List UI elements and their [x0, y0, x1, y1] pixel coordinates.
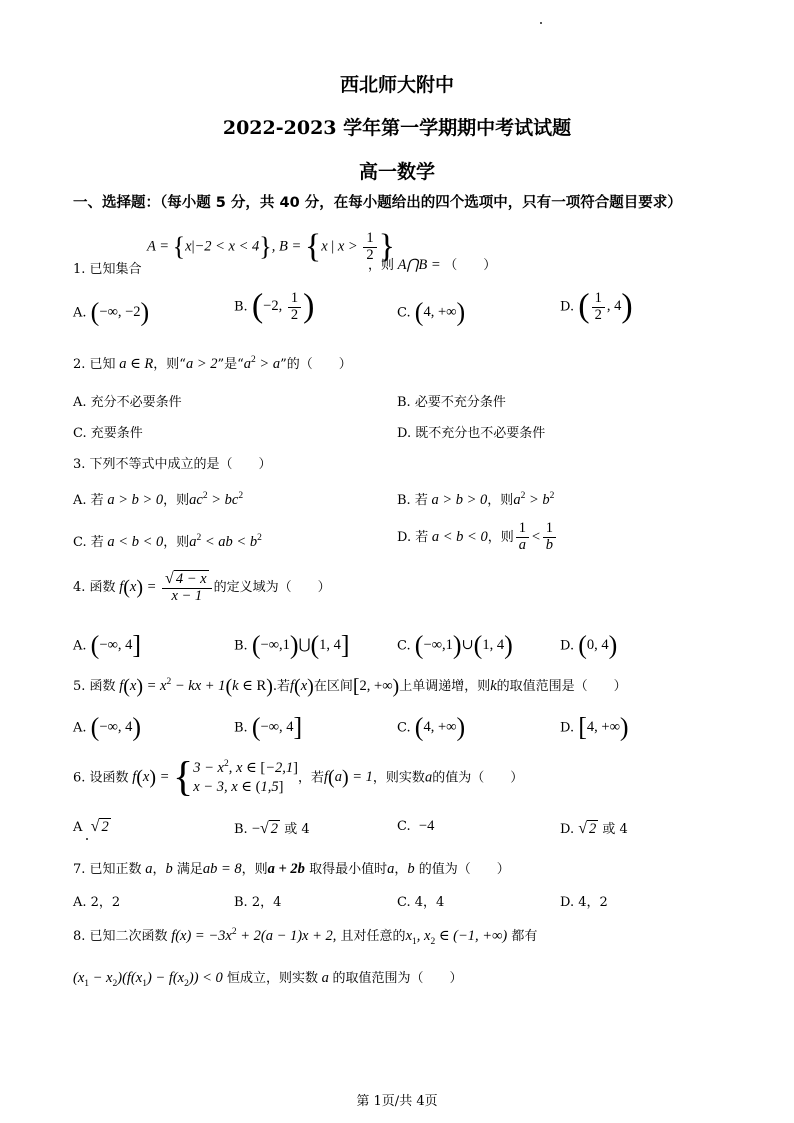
q6-option-b: B. −√ 2 或 4 — [234, 820, 310, 837]
school-title: 西北师大附中 — [339, 74, 454, 96]
q5-stem-end: 的取值范围是（ ） — [496, 679, 627, 694]
q5-option-c: C. (4, +∞) — [397, 713, 466, 742]
q4-option-d: D. (0, 4) — [560, 631, 618, 660]
q6-option-a: A √ 2 — [73, 818, 109, 835]
q2-option-d-label: D. — [397, 426, 412, 441]
q7-option-c: C. 4，4 — [397, 895, 445, 910]
q1-option-c-label: C. — [397, 305, 411, 321]
q3-option-c-label: C. — [73, 535, 87, 550]
q8-line2-mid: 恒成立，则实数 — [226, 971, 318, 986]
q2-option-d — [397, 422, 545, 441]
q1-stem-text: 已知集合 — [89, 262, 142, 277]
q6-option-c-label: C. — [397, 819, 411, 834]
q5-number: 5. — [73, 679, 86, 694]
q1-option-a: A. (−∞, −2) — [73, 298, 150, 327]
q2-option-b — [397, 391, 506, 410]
q7-option-a: A. 2，2 — [73, 895, 121, 910]
q4-stem-end: 的定义域为（ ） — [213, 579, 331, 595]
q7-stem: 7. 已知正数 a，b 满足ab = 8，则a + 2b 取得最小值时a，b 的值为（ ） — [73, 861, 510, 877]
q3-stem-text: 下列不等式中成立的是（ ） — [89, 457, 272, 472]
q8-number: 8. — [73, 929, 86, 944]
q3-option-c: C. 若 a < b < 0，则$a^2$ < ab < $b^2$ — [73, 533, 262, 550]
q8-stem-end: 都有 — [511, 929, 538, 944]
q1-blank: （ ） — [444, 258, 497, 273]
scan-dot-2 — [86, 838, 88, 840]
q3-option-b-label: B. — [397, 493, 411, 508]
q4-stem: 4. 函数 f(x) = $\frac{√ 4 - x}{x - 1}$ 的定义域为（ ） — [73, 570, 331, 604]
q1-option-a-label: A. — [73, 305, 87, 321]
q1-tail-text: ，则 — [368, 258, 395, 273]
q4-stem-pre: 函数 — [89, 579, 116, 595]
q3-option-b-then: ，则 — [487, 493, 514, 508]
q6-option-d: D. √ 2 或 4 — [560, 820, 628, 837]
q1-number: 1. — [73, 262, 86, 277]
q2-stem-mid2: ”是“ — [217, 357, 244, 372]
q7-stem-mid4: 取得最小值时 — [309, 862, 388, 877]
q7-option-d: D. 4，2 — [560, 895, 608, 910]
q4-option-c: C. (−∞,1)∪(1, 4) — [397, 631, 513, 660]
q6-stem-pre: 设函数 — [89, 770, 129, 786]
q6-stem-end: 的值为（ ） — [432, 770, 524, 786]
scan-dot — [540, 22, 542, 24]
q7-number: 7. — [73, 862, 86, 877]
q2-number: 2. — [73, 357, 86, 372]
q5-stem-mid3: 上单调递增，则 — [399, 679, 491, 694]
q8-stem-pre: 已知二次函数 — [89, 929, 168, 944]
page-number: 第 1页/共 4页 — [356, 1094, 438, 1109]
q7-stem-mid2: 满足 — [176, 862, 203, 877]
q2-option-b-text: 必要不充分条件 — [414, 395, 506, 410]
q2-stem-end: ”的（ ） — [280, 357, 352, 372]
q1-option-d: D. ( $\frac{1}{2}$ , 4) — [560, 288, 633, 325]
q4-option-c-label: C. — [397, 638, 411, 654]
q8-stem-mid: 且对任意的 — [340, 929, 406, 944]
q3-option-a-label: A. — [73, 493, 87, 508]
q4-option-d-label: D. — [560, 638, 575, 654]
q2-option-c-text: 充要条件 — [90, 426, 143, 441]
q6-option-b-or: 或 4 — [284, 822, 310, 837]
q6-option-d-or: 或 4 — [602, 822, 628, 837]
section-heading: 一、选择题：（每小题 5 分，共 40 分，在每小题给出的四个选项中，只有一项符合题目要求） — [73, 195, 682, 211]
q4-option-a: A. (−∞, 4] — [73, 631, 142, 660]
q3-number: 3. — [73, 457, 86, 472]
q2-option-a-label: A. — [73, 395, 87, 410]
subject-title: 高一数学 — [358, 161, 435, 183]
q6-option-b-label: B. — [234, 822, 248, 837]
q3-option-d-then: ，则 — [487, 529, 514, 545]
q3-option-a-if: 若 — [90, 493, 104, 508]
q5-stem-mid2: 在区间 — [313, 679, 353, 694]
q2-stem-pre: 已知 — [89, 357, 116, 372]
q4-option-a-label: A. — [73, 638, 87, 654]
q5-option-b: B. (−∞, 4] — [234, 713, 303, 742]
q1-option-d-label: D. — [560, 299, 575, 315]
q3-option-c-then: ，则 — [163, 535, 190, 550]
q6-option-d-label: D. — [560, 822, 575, 837]
q4-option-b: B. (−∞,1)⋃(1, 4] — [234, 631, 350, 660]
q5-option-a-label: A. — [73, 720, 87, 736]
q2-option-d-text: 既不充分也不必要条件 — [415, 426, 546, 441]
q3-option-d-if: 若 — [415, 529, 429, 545]
q7-option-b: B. 2，4 — [234, 895, 282, 910]
q3-option-a-then: ，则 — [163, 493, 190, 508]
q7-stem-mid3: ，则 — [241, 862, 268, 877]
q8-stem: 8. 已知二次函数 $f(x) = -3x^2 + 2(a - 1)x + 2$, 且对任意的$x_1$, $x_2$ ∈ (−1, +∞) 都有 — [73, 927, 538, 947]
q6-option-c: C. −4 — [397, 818, 435, 834]
q4-option-b-label: B. — [234, 638, 248, 654]
q3-option-b-if: 若 — [414, 493, 428, 508]
q4-number: 4. — [73, 579, 86, 595]
q2-option-a-text: 充分不必要条件 — [90, 395, 182, 410]
q2-stem: 2. 已知 a ∈ R，则“a > 2”是“$a^2 > a$”的（ ） — [73, 355, 352, 372]
q7-stem-mid: ， — [152, 862, 166, 877]
q6-number: 6. — [73, 770, 86, 786]
q1-option-c: C. (4, +∞) — [397, 298, 466, 327]
q6-stem-mid: ，若 — [297, 770, 324, 786]
q1-option-b-label: B. — [234, 299, 248, 315]
q5-option-b-label: B. — [234, 720, 248, 736]
q2-option-c-label: C. — [73, 426, 87, 441]
q5-option-c-label: C. — [397, 720, 411, 736]
q1-set-formula: A = {x|−2 < x < 4}, B = {x | x > $\frac{1}{2}$ } — [147, 228, 395, 265]
q5-stem-mid: .若 — [272, 679, 291, 694]
q5-stem-pre: 函数 — [89, 679, 116, 694]
q5-option-d-label: D. — [560, 720, 575, 736]
q5-option-d: D. [4, +∞) — [560, 713, 629, 742]
q1-stem-tail: ，则 A⋂B = （ ） — [368, 257, 497, 273]
q7-stem-end: 的值为（ ） — [418, 862, 510, 877]
q2-option-c — [73, 422, 143, 441]
q3-stem — [73, 453, 272, 472]
q3-option-b: B. 若 a > b > 0，则$a^2 > b^2$ — [397, 491, 555, 508]
q3-option-c-if: 若 — [90, 535, 104, 550]
q7-stem-mid5: ， — [394, 862, 408, 877]
q3-option-d-label: D. — [397, 529, 412, 545]
q5-option-a: A. (−∞, 4) — [73, 713, 142, 742]
q1-stem — [73, 258, 142, 277]
q8-condition-line: $(x_1 - x_2)(f(x_1) - f(x_2)) < 0$ 恒成立，则实数 a 的取值范围为（ ） — [73, 970, 463, 989]
q2-option-a — [73, 391, 182, 410]
q8-line2-end: 的取值范围为（ ） — [332, 971, 463, 986]
q6-stem: 6. 设函数 f(x) = { $3 - x^2$, x ∈ [−2,1] x − 3, x ∈ (1,5] ，若f(a) = 1，则实数a的值为（ ） — [73, 755, 524, 801]
q6-stem-mid2: ，则实数 — [372, 770, 425, 786]
q7-stem-pre: 已知正数 — [89, 862, 142, 877]
q2-stem-mid: ，则“ — [153, 357, 186, 372]
q5-stem: 5. 函数 $f(x) = x^2$ − kx + 1(k ∈ R).若f(x)在区间[2, +∞)上单调递增，则k的取值范围是（ ） — [73, 675, 627, 698]
q2-option-b-label: B. — [397, 395, 411, 410]
q3-option-a: A. 若 a > b > 0，则$ac^2 > bc^2$ — [73, 491, 244, 508]
exam-title: 2022-2023 学年第一学期期中考试试题 — [222, 117, 572, 139]
q1-option-b: B. (−2, $\frac{1}{2}$ ) — [234, 288, 315, 325]
q6-option-a-label: A — [73, 820, 83, 835]
q3-option-d: D. 若 a < b < 0，则 $\frac{1}{a}$ < $\frac{1}{b}$ — [397, 521, 558, 554]
